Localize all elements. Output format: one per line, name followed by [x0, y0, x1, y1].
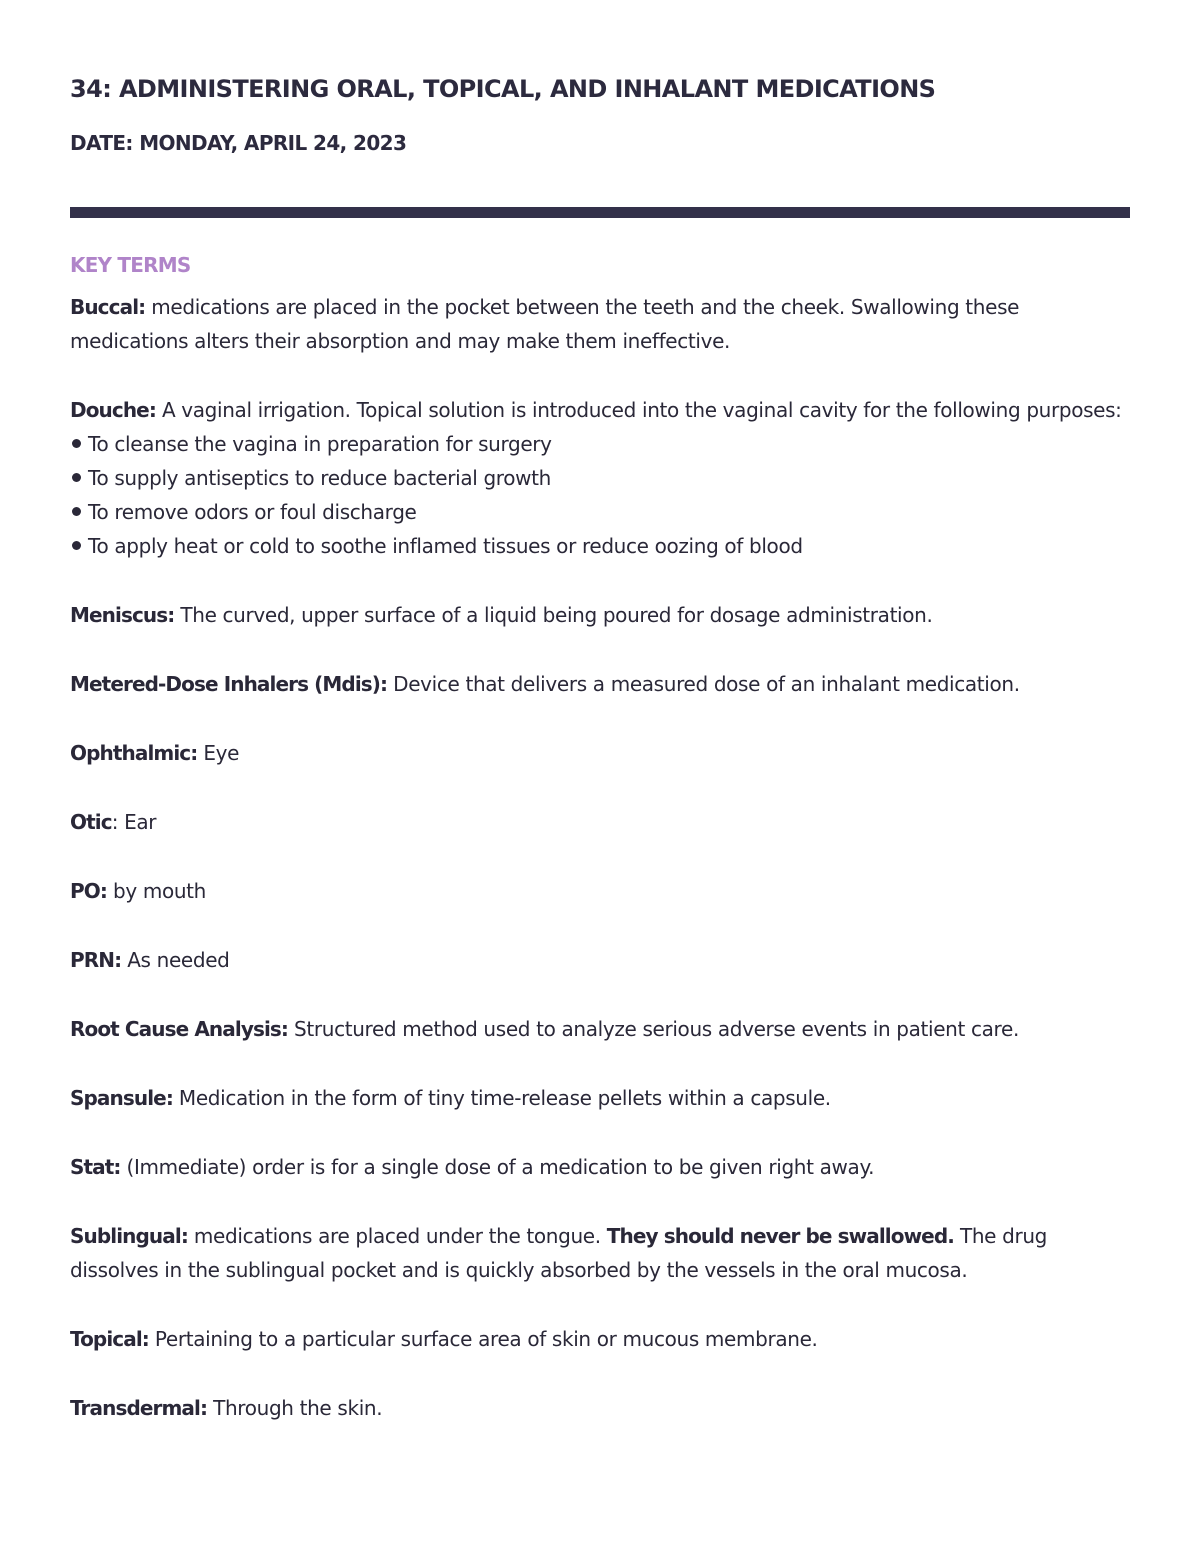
term-meniscus	[70, 598, 1130, 632]
term-po	[70, 874, 1130, 908]
divider-rule	[70, 207, 1130, 218]
term-mdis	[70, 667, 1130, 701]
list-item: To supply antiseptics to reduce bacterial growth	[70, 461, 1130, 495]
bullet-icon	[72, 439, 81, 448]
term-definition: As needed	[121, 948, 230, 972]
list-item: To remove odors or foul discharge	[70, 495, 1130, 529]
term-spansule	[70, 1081, 1130, 1115]
page-title: 34: ADMINISTERING ORAL, TOPICAL, AND INHALANT MEDICATIONS	[70, 75, 936, 103]
term-label: Ophthalmic:	[70, 741, 198, 765]
term-definition: medications are placed in the pocket between the teeth and the cheek. Swallowing these medications alters their absorption and may make them ineffective.	[70, 295, 1020, 353]
term-definition: Through the skin.	[207, 1396, 383, 1420]
term-stat	[70, 1150, 1130, 1184]
term-definition: Device that delivers a measured dose of an inhalant medication.	[387, 672, 1020, 696]
term-transdermal	[70, 1391, 1130, 1425]
term-ophthalmic	[70, 736, 1130, 770]
bullet-icon	[72, 507, 81, 516]
term-label: Transdermal:	[70, 1396, 208, 1420]
term-otic	[70, 805, 1130, 839]
term-definition: A vaginal irrigation. Topical solution is introduced into the vaginal cavity for the following purposes:	[155, 398, 1122, 422]
term-label: PO:	[70, 879, 107, 903]
term-root-cause-analysis	[70, 1012, 1130, 1046]
term-definition: The curved, upper surface of a liquid being poured for dosage administration.	[174, 603, 933, 627]
term-emphasis: They should never be swallowed.	[606, 1224, 954, 1248]
date-line: DATE: MONDAY, APRIL 24, 2023	[70, 131, 407, 155]
list-item: To apply heat or cold to soothe inflamed tissues or reduce oozing of blood	[70, 529, 1130, 563]
list-item: To cleanse the vagina in preparation for surgery	[70, 427, 1130, 461]
term-label: Spansule:	[70, 1086, 173, 1110]
term-label: Otic	[70, 810, 112, 834]
term-definition: : Ear	[111, 810, 157, 834]
term-definition: Medication in the form of tiny time-release pellets within a capsule.	[172, 1086, 831, 1110]
bullet-icon	[72, 473, 81, 482]
term-definition: (Immediate) order is for a single dose of a medication to be given right away.	[120, 1155, 875, 1179]
term-label: Stat:	[70, 1155, 121, 1179]
term-label: Topical:	[70, 1327, 149, 1351]
term-definition: Pertaining to a particular surface area of skin or mucous membrane.	[148, 1327, 818, 1351]
term-sublingual	[70, 1219, 1130, 1287]
term-douche	[70, 393, 1130, 563]
term-label: PRN:	[70, 948, 122, 972]
key-terms-list	[70, 290, 1130, 1425]
term-label: Buccal:	[70, 295, 146, 319]
term-definition: Structured method used to analyze serious adverse events in patient care.	[288, 1017, 1019, 1041]
term-label: Sublingual:	[70, 1224, 188, 1248]
term-definition: by mouth	[106, 879, 206, 903]
douche-purposes-list	[70, 427, 1130, 563]
term-topical	[70, 1322, 1130, 1356]
term-label: Meniscus:	[70, 603, 175, 627]
term-buccal	[70, 290, 1130, 358]
term-label: Douche:	[70, 398, 156, 422]
term-definition: Eye	[197, 741, 240, 765]
document-page	[70, 72, 1130, 1460]
term-definition: medications are placed under the tongue.	[187, 1224, 607, 1248]
key-terms-heading: KEY TERMS	[70, 253, 191, 277]
term-prn	[70, 943, 1130, 977]
term-label: Metered-Dose Inhalers (Mdis):	[70, 672, 388, 696]
term-definition-continued: The drug dissolves in the sublingual pocket and is quickly absorbed by the vessels in the oral mucosa.	[70, 1224, 1048, 1282]
bullet-icon	[72, 541, 81, 550]
term-label: Root Cause Analysis:	[70, 1017, 289, 1041]
